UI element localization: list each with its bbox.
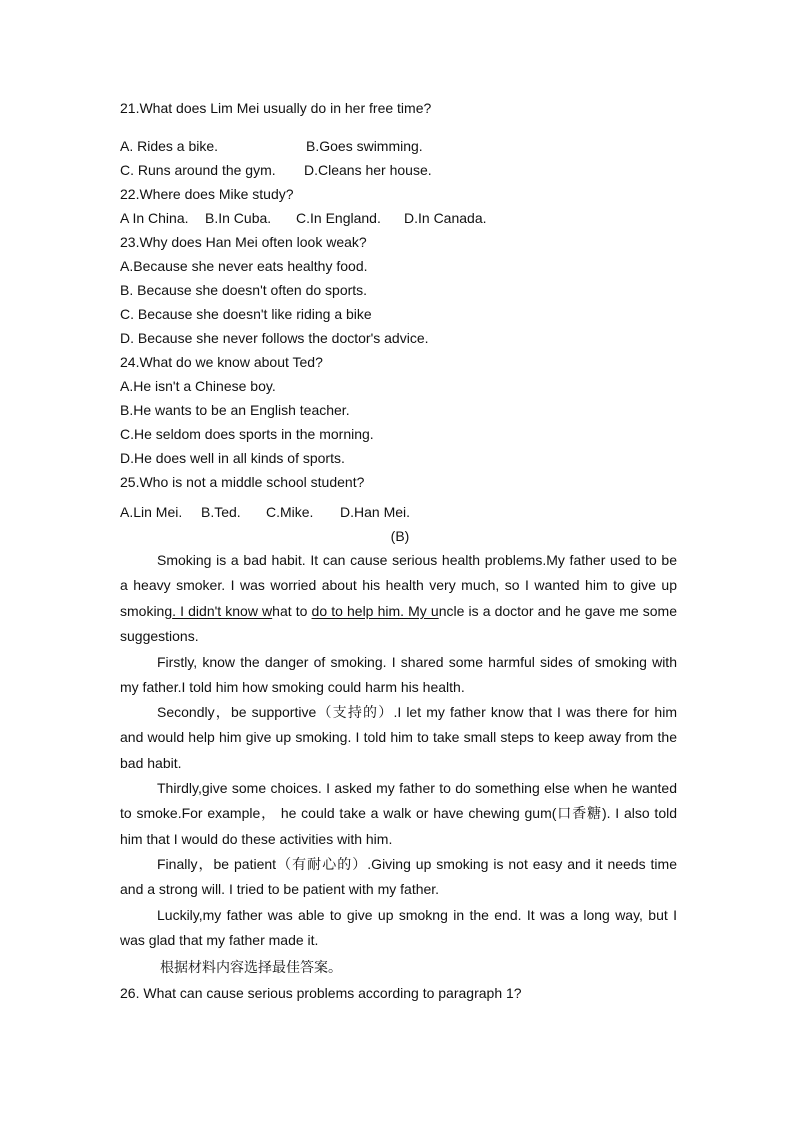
paragraph-6-text: Luckily,my father was able to give up smokng in the end. It was a long way, but I was glad that my father made it. — [120, 907, 677, 949]
question-24-stem: 24.What do we know about Ted? — [120, 354, 323, 370]
question-24-option-c: C.He seldom does sports in the morning. — [120, 426, 374, 442]
question-24-option-a: A.He isn't a Chinese boy. — [120, 378, 276, 394]
paragraph-1-text-b: hat to — [272, 602, 312, 619]
question-25-option-d: D.Han Mei. — [340, 504, 411, 520]
question-22-option-a: A In China. — [120, 210, 189, 226]
paragraph-3-text: Secondly，be supportive（支持的）.I let my father know that I was there for him and would help him give up smoking. I told him to take small steps to keep away from the bad habit. — [120, 704, 677, 771]
question-25-option-a: A.Lin Mei. — [120, 504, 183, 520]
question-22-option-c: C.In England. — [296, 210, 381, 226]
passage-paragraph-6 — [120, 903, 677, 954]
paragraph-4-text: Thirdly,give some choices. I asked my father to do something else when he wanted to smoke.For example， he could take a walk or have chewing gum(口香糖). I also told him that I would do these activities with him. — [120, 780, 677, 847]
question-26-stem: 26. What can cause serious problems according to paragraph 1? — [120, 985, 522, 1001]
question-23-option-d: D. Because she never follows the doctor's advice. — [120, 330, 429, 346]
question-21-option-b: B.Goes swimming. — [306, 138, 423, 154]
question-21-option-c: C. Runs around the gym. — [120, 162, 276, 178]
question-25-option-c: C.Mike. — [266, 504, 314, 520]
paragraph-5-text: Finally，be patient（有耐心的）.Giving up smoking is not easy and it needs time and a strong will. I tried to be patient with my father. — [120, 856, 677, 898]
passage-paragraph-3 — [120, 700, 677, 776]
question-21-stem: 21.What does Lim Mei usually do in her free time? — [120, 100, 432, 116]
question-23-option-b: B. Because she doesn't often do sports. — [120, 282, 368, 298]
passage-paragraph-1 — [120, 548, 677, 650]
question-21-option-a: A. Rides a bike. — [120, 138, 219, 154]
passage-paragraph-4 — [120, 776, 677, 852]
passage-paragraph-5 — [120, 852, 677, 903]
paragraph-2-text: Firstly, know the danger of smoking. I shared some harmful sides of smoking with my father.I told him how smoking could harm his health. — [120, 654, 677, 696]
question-23-stem: 23.Why does Han Mei often look weak? — [120, 234, 367, 250]
section-label: (B) — [390, 528, 410, 544]
paragraph-1-text-a: Smoking is a bad habit. It can cause serious health problems.My father used to be a heavy smoker. I was worried about his health very much, so I wanted him to give up smoking — [120, 552, 677, 619]
question-24-option-d: D.He does well in all kinds of sports. — [120, 450, 345, 466]
instruction-text: 根据材料内容选择最佳答案。 — [160, 960, 342, 976]
question-22-option-b: B.In Cuba. — [205, 210, 272, 226]
paragraph-1-text-c: ncle is a doctor and he gave me some suggestions. — [120, 602, 678, 645]
question-22-option-d: D.In Canada. — [404, 210, 487, 226]
question-21-option-d: D.Cleans her house. — [304, 162, 432, 178]
question-25-stem: 25.Who is not a middle school student? — [120, 474, 365, 490]
paragraph-1-underline-2: do to help him. My u — [311, 602, 439, 619]
question-24-option-b: B.He wants to be an English teacher. — [120, 402, 350, 418]
question-23-option-c: C. Because she doesn't like riding a bike — [120, 306, 372, 322]
question-25-option-b: B.Ted. — [201, 504, 241, 520]
question-23-option-a: A.Because she never eats healthy food. — [120, 258, 368, 274]
question-22-stem: 22.Where does Mike study? — [120, 186, 294, 202]
passage-paragraph-2 — [120, 650, 677, 701]
paragraph-1-underline-1: . I didn't know w — [172, 602, 273, 619]
